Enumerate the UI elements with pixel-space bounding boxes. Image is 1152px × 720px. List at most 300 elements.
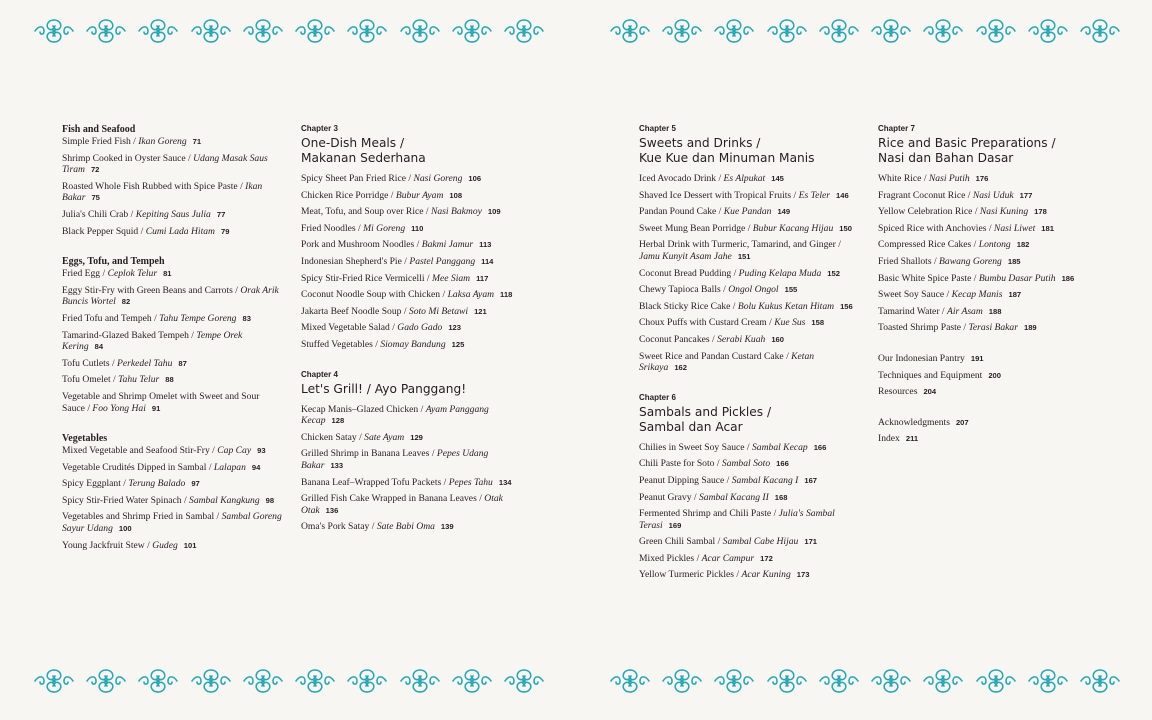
toc-entry[interactable]: [301, 306, 526, 318]
toc-entry[interactable]: [639, 334, 864, 346]
floral-scroll-ornament-icon: [869, 17, 913, 50]
recipe-indonesian-name: Otak Otak: [301, 493, 503, 516]
chapter-gap: [639, 379, 864, 393]
recipe-indonesian-name: Ongol Ongol: [728, 284, 779, 296]
page-number: 72: [90, 165, 100, 175]
recipe-indonesian-name: Bawang Goreng: [939, 255, 1002, 267]
toc-entry[interactable]: [301, 339, 526, 351]
toc-entry[interactable]: [62, 268, 282, 280]
toc-entry[interactable]: [62, 136, 282, 148]
toc-entry[interactable]: [639, 351, 864, 374]
toc-entry[interactable]: [301, 173, 526, 185]
name-separator: /: [429, 448, 437, 460]
name-separator: /: [972, 206, 980, 218]
page-number: 181: [1041, 223, 1054, 233]
toc-entry[interactable]: [639, 553, 864, 565]
recipe-english-name: Yellow Turmeric Pickles: [639, 569, 734, 581]
floral-scroll-ornament-icon: [712, 17, 756, 50]
name-separator: /: [372, 338, 381, 350]
toc-entry[interactable]: [639, 223, 864, 235]
toc-entry[interactable]: [878, 190, 1108, 202]
recipe-english-name: Coconut Noodle Soup with Chicken: [301, 289, 441, 301]
recipe-english-name: Tofu Cutlets: [62, 357, 110, 369]
toc-entry[interactable]: [62, 511, 282, 534]
toc-entry[interactable]: [301, 190, 526, 202]
name-separator: /: [791, 189, 799, 201]
floral-scroll-ornament-icon: [712, 667, 756, 700]
name-separator: /: [414, 239, 422, 251]
page-number: 168: [774, 492, 788, 502]
name-separator: /: [405, 173, 414, 184]
toc-entry[interactable]: [62, 358, 282, 370]
name-separator: /: [401, 255, 410, 267]
recipe-indonesian-name: Terasi Bakar: [968, 322, 1018, 334]
back-matter-label: Techniques and Equipment: [878, 369, 983, 381]
recipe-english-name: Tamarind Water: [878, 305, 940, 317]
chapter-number: Chapter 4: [301, 369, 338, 379]
recipe-english-name: Banana Leaf–Wrapped Tofu Packets: [301, 476, 442, 488]
page-number: 83: [242, 313, 251, 323]
recipe-english-name: Vegetable Crudités Dipped in Sambal: [62, 461, 207, 473]
name-separator: /: [731, 267, 739, 279]
name-separator: /: [84, 402, 93, 414]
chapter-gap: [301, 356, 526, 370]
toc-entry[interactable]: [301, 493, 526, 516]
recipe-english-name: Chili Paste for Soto: [639, 458, 715, 470]
section-gap: [62, 242, 282, 256]
floral-scroll-ornament-icon: [921, 17, 965, 50]
recipe-english-name: Black Sticky Rice Cake: [639, 300, 731, 312]
floral-scroll-ornament-icon: [817, 17, 861, 50]
name-separator: /: [369, 521, 377, 533]
toc-entry[interactable]: [639, 239, 864, 262]
toc-entry[interactable]: [639, 317, 864, 329]
page-number: 129: [410, 432, 423, 442]
toc-entry[interactable]: [639, 475, 864, 487]
recipe-indonesian-name: Siomay Bandung: [380, 338, 446, 350]
toc-entry[interactable]: [301, 273, 526, 285]
name-separator: /: [388, 189, 396, 201]
recipe-indonesian-name: Air Asam: [946, 305, 983, 317]
recipe-english-name: Chicken Rice Porridge: [301, 189, 389, 201]
recipe-indonesian-name: Sambal Cabe Hijau: [722, 536, 799, 548]
page-number: 185: [1007, 256, 1021, 266]
recipe-english-name: Basic White Spice Paste: [878, 272, 972, 284]
recipe-indonesian-name: Mi Goreng: [363, 222, 406, 234]
recipe-indonesian-name: Nasi Kuning: [979, 206, 1029, 218]
back-matter-label: Resources: [878, 386, 918, 398]
name-separator: /: [110, 374, 119, 386]
recipe-english-name: Vegetables and Shrimp Fried in Sambal: [62, 511, 215, 523]
recipe-indonesian-name: Sambal Kacang II: [698, 491, 769, 503]
toc-entry[interactable]: [301, 477, 526, 489]
recipe-indonesian-name: Pepes Tahu: [448, 476, 493, 488]
page-number: 169: [668, 520, 682, 530]
floral-scroll-ornament-icon: [869, 667, 913, 700]
name-separator: /: [716, 206, 724, 218]
name-separator: /: [730, 300, 738, 312]
toc-entry[interactable]: [639, 301, 864, 313]
recipe-english-name: Peanut Gravy: [639, 491, 692, 503]
recipe-english-name: Yellow Celebration Rice: [878, 206, 973, 218]
toc-column-2: [301, 124, 526, 538]
toc-entry[interactable]: [878, 239, 1108, 251]
page-number: 152: [827, 268, 840, 278]
floral-scroll-ornament-icon: [765, 667, 809, 700]
toc-entry[interactable]: [62, 495, 282, 507]
page-number: 81: [163, 269, 172, 279]
page-number: 123: [448, 323, 461, 333]
back-matter-entry[interactable]: [878, 370, 1108, 382]
floral-scroll-ornament-icon: [974, 667, 1018, 700]
toc-entry[interactable]: [62, 226, 282, 238]
back-matter-entry[interactable]: [878, 386, 1108, 398]
toc-entry[interactable]: [62, 445, 282, 457]
recipe-english-name: Choux Puffs with Custard Cream: [639, 317, 767, 329]
name-separator: /: [771, 508, 779, 520]
toc-entry[interactable]: [878, 173, 1108, 185]
name-separator: /: [783, 350, 792, 362]
chapter-title-line: Let's Grill! / Ayo Panggang!: [301, 381, 467, 396]
page-number: 118: [500, 290, 513, 300]
toc-entry[interactable]: [878, 306, 1108, 318]
page-number: 188: [988, 306, 1002, 316]
toc-entry[interactable]: [878, 322, 1108, 334]
recipe-indonesian-name: Es Teler: [798, 189, 830, 201]
toc-entry[interactable]: [301, 256, 526, 268]
recipe-indonesian-name: Kepiting Saus Julia: [135, 208, 211, 220]
page-number: 77: [216, 209, 226, 219]
recipe-english-name: Julia's Chili Crab: [62, 208, 129, 220]
recipe-english-name: Sweet Mung Bean Porridge: [639, 222, 746, 234]
toc-entry[interactable]: [639, 190, 864, 202]
toc-entry[interactable]: [62, 313, 282, 325]
name-separator: /: [965, 189, 973, 201]
name-separator: /: [971, 272, 979, 284]
recipe-indonesian-name: Nasi Goreng: [413, 173, 463, 184]
name-separator: /: [986, 222, 994, 234]
floral-scroll-ornament-icon: [1026, 17, 1070, 50]
recipe-english-name: Chewy Tapioca Balls: [639, 284, 721, 296]
toc-entry[interactable]: [639, 492, 864, 504]
recipe-english-name: Fermented Shrimp and Chili Paste: [639, 508, 772, 520]
toc-entry[interactable]: [62, 391, 282, 414]
page-number: 110: [411, 223, 424, 233]
recipe-indonesian-name: Sate Babi Oma: [376, 521, 435, 533]
page-number: 108: [449, 190, 463, 200]
toc-entry[interactable]: [639, 442, 864, 454]
back-matter-label: Our Indonesian Pantry: [878, 352, 965, 364]
recipe-english-name: Fried Shallots: [878, 255, 932, 267]
page-number: 121: [474, 306, 487, 316]
recipe-indonesian-name: Pastel Panggang: [409, 255, 476, 267]
category-heading: Eggs, Tofu, and Tempeh: [62, 256, 165, 268]
page-number: 158: [811, 318, 825, 328]
chapter-number: Chapter 6: [639, 392, 676, 402]
recipe-english-name: Pandan Pound Cake: [639, 206, 717, 218]
recipe-indonesian-name: Sambal Goreng Sayur Udang: [62, 511, 282, 535]
name-separator: /: [715, 536, 723, 548]
recipe-indonesian-name: Nasi Liwet: [993, 222, 1036, 234]
toc-entry[interactable]: [878, 206, 1108, 218]
recipe-english-name: Spiced Rice with Anchovies: [878, 222, 987, 234]
chapter-number: Chapter 7: [878, 124, 915, 133]
toc-entry[interactable]: [301, 239, 526, 251]
recipe-english-name: Tamarind-Glazed Baked Tempeh: [62, 329, 189, 341]
page-number: 136: [325, 505, 339, 515]
page-number: 171: [804, 537, 818, 547]
floral-scroll-ornament-icon: [398, 17, 442, 50]
name-separator: /: [418, 403, 426, 415]
recipe-indonesian-name: Tempe Orek Kering: [62, 329, 243, 353]
name-separator: /: [232, 284, 241, 296]
page-number: 186: [1061, 273, 1075, 283]
page-number: 84: [94, 342, 104, 352]
floral-scroll-ornament-icon: [450, 17, 494, 50]
name-separator: /: [355, 222, 364, 234]
recipe-english-name: Spicy Eggplant: [62, 478, 121, 490]
recipe-english-name: Oma's Pork Satay: [301, 521, 370, 533]
floral-scroll-ornament-icon: [293, 17, 337, 50]
chapter-title-line: Sweets and Drinks /: [639, 136, 761, 150]
name-separator: /: [144, 539, 153, 551]
page-number: 173: [796, 570, 810, 580]
recipe-indonesian-name: Bolu Kukus Ketan Hitam: [737, 300, 835, 312]
recipe-indonesian-name: Pepes Udang Bakar: [301, 448, 489, 471]
recipe-indonesian-name: Udang Masak Saus Tiram: [62, 152, 268, 176]
page-number: 211: [905, 434, 919, 444]
chapter-title: [639, 405, 864, 435]
page-number: 162: [674, 363, 687, 373]
page-number: 149: [777, 207, 791, 217]
toc-entry[interactable]: [62, 285, 282, 308]
page-number: 79: [221, 226, 230, 236]
recipe-english-name: Black Pepper Squid: [62, 225, 139, 237]
recipe-indonesian-name: Ketan Srikaya: [639, 350, 815, 374]
recipe-english-name: Pork and Mushroom Noodles: [301, 239, 415, 251]
recipe-indonesian-name: Bakmi Jamur: [421, 239, 474, 251]
recipe-indonesian-name: Tahu Telur: [118, 374, 160, 386]
floral-scroll-ornament-icon: [660, 17, 704, 50]
recipe-indonesian-name: Lalapan: [213, 461, 246, 473]
floral-scroll-ornament-icon: [921, 667, 965, 700]
category-heading: Vegetables: [62, 433, 108, 445]
floral-scroll-ornament-icon: [189, 17, 233, 50]
name-separator: /: [694, 552, 702, 564]
floral-scroll-ornament-icon: [189, 667, 233, 700]
recipe-english-name: Coconut Pancakes: [639, 333, 710, 345]
page-number: 113: [479, 240, 492, 250]
floral-scroll-ornament-icon: [241, 17, 285, 50]
floral-scroll-ornament-icon: [974, 17, 1018, 50]
floral-scroll-ornament-icon: [608, 17, 652, 50]
floral-scroll-ornament-icon: [765, 17, 809, 50]
name-separator: /: [720, 284, 729, 296]
page-number: 155: [784, 285, 798, 295]
recipe-english-name: Fried Tofu and Tempeh: [62, 312, 152, 324]
name-separator: /: [931, 255, 940, 267]
recipe-indonesian-name: Acar Kuning: [741, 569, 791, 581]
toc-entry[interactable]: [639, 458, 864, 470]
page-number: 200: [988, 370, 1001, 380]
recipe-english-name: Grilled Fish Cake Wrapped in Banana Leaves: [301, 493, 477, 505]
toc-entry[interactable]: [301, 289, 526, 301]
toc-entry[interactable]: [301, 521, 526, 533]
recipe-english-name: Grilled Shrimp in Banana Leaves: [301, 448, 430, 460]
chapter-title-line: One-Dish Meals /: [301, 136, 405, 150]
bottom-left-ornament-border: [32, 668, 546, 698]
name-separator: /: [939, 305, 947, 317]
toc-entry[interactable]: [639, 508, 864, 531]
recipe-indonesian-name: Orak Arik Buncis Wortel: [62, 284, 279, 308]
name-separator: /: [128, 208, 136, 220]
recipe-indonesian-name: Ceplok Telur: [107, 268, 158, 280]
recipe-english-name: Mixed Vegetable and Seafood Stir-Fry: [62, 445, 210, 457]
toc-entry[interactable]: [639, 206, 864, 218]
recipe-indonesian-name: Nasi Bakmoy: [430, 206, 482, 218]
recipe-indonesian-name: Sambal Kangkung: [189, 494, 260, 506]
name-separator: /: [130, 136, 139, 147]
page-number: 166: [776, 459, 789, 469]
recipe-english-name: Shaved Ice Dessert with Tropical Fruits: [639, 189, 792, 201]
toc-entry[interactable]: [62, 374, 282, 386]
recipe-english-name: Kecap Manis–Glazed Chicken: [301, 403, 419, 415]
page-number: 117: [476, 273, 489, 283]
chapter-title-line: Sambals and Pickles /: [639, 404, 772, 419]
floral-scroll-ornament-icon: [608, 667, 652, 700]
recipe-indonesian-name: Julia's Sambal Terasi: [639, 508, 835, 531]
toc-entry[interactable]: [639, 569, 864, 581]
recipe-english-name: Jakarta Beef Noodle Soup: [301, 305, 402, 317]
recipe-indonesian-name: Ikan Bakar: [62, 180, 263, 204]
name-separator: /: [100, 268, 108, 280]
name-separator: /: [356, 431, 365, 443]
recipe-indonesian-name: Serabi Kuah: [717, 333, 766, 345]
floral-scroll-ornament-icon: [1078, 17, 1122, 50]
back-matter-entry[interactable]: [878, 417, 1108, 429]
recipe-indonesian-name: Cumi Lada Hitam: [145, 225, 215, 237]
toc-entry[interactable]: [639, 284, 864, 296]
floral-scroll-ornament-icon: [32, 667, 76, 700]
recipe-english-name: Green Chili Sambal: [639, 536, 716, 548]
recipe-indonesian-name: Sambal Soto: [721, 458, 771, 470]
page-number: 156: [840, 301, 853, 311]
toc-entry[interactable]: [62, 462, 282, 474]
back-matter-entry[interactable]: [878, 353, 1108, 365]
name-separator: /: [440, 289, 448, 301]
floral-scroll-ornament-icon: [345, 667, 389, 700]
section-gap: [62, 419, 282, 433]
toc-entry[interactable]: [301, 448, 526, 471]
page-number: 204: [923, 387, 937, 397]
page-number: 187: [1008, 290, 1022, 300]
floral-scroll-ornament-icon: [817, 667, 861, 700]
chapter-title: [301, 382, 526, 397]
recipe-english-name: Fragrant Coconut Rice: [878, 189, 966, 201]
recipe-english-name: White Rice: [878, 173, 922, 184]
toc-entry[interactable]: [62, 540, 282, 552]
back-matter-entry[interactable]: [878, 433, 1108, 445]
name-separator: /: [709, 333, 718, 345]
page-number: 133: [330, 460, 344, 470]
floral-scroll-ornament-icon: [502, 667, 546, 700]
toc-entry[interactable]: [62, 209, 282, 221]
page-number: 100: [118, 524, 132, 534]
name-separator: /: [120, 478, 129, 490]
toc-entry[interactable]: [878, 273, 1108, 285]
recipe-indonesian-name: Foo Yong Hai: [92, 402, 146, 414]
name-separator: /: [744, 441, 752, 453]
page-number: 71: [192, 137, 202, 146]
recipe-indonesian-name: Acar Campur: [701, 552, 755, 564]
toc-entry[interactable]: [878, 256, 1108, 268]
recipe-english-name: Herbal Drink with Turmeric, Tamarind, and Ginger: [639, 239, 836, 251]
page-number: 134: [498, 477, 512, 487]
toc-entry[interactable]: [301, 322, 526, 334]
toc-entry[interactable]: [301, 206, 526, 218]
category-heading: Fish and Seafood: [62, 124, 136, 135]
chapter-title-line: Rice and Basic Preparations /: [878, 136, 1056, 150]
toc-entry[interactable]: [301, 223, 526, 235]
back-matter-label: Acknowledgments: [878, 416, 950, 428]
recipe-english-name: Toasted Shrimp Paste: [878, 322, 961, 334]
page-number: 151: [737, 251, 751, 261]
toc-entry[interactable]: [62, 153, 282, 176]
name-separator: /: [441, 476, 449, 488]
recipe-english-name: Eggy Stir-Fry with Green Beans and Carrots: [62, 284, 233, 296]
toc-entry[interactable]: [639, 536, 864, 548]
toc-entry[interactable]: [639, 268, 864, 280]
floral-scroll-ornament-icon: [136, 667, 180, 700]
page-number: 182: [1016, 240, 1030, 250]
toc-entry[interactable]: [301, 404, 526, 427]
toc-column-3: [639, 124, 864, 586]
recipe-indonesian-name: Cap Cay: [217, 445, 252, 457]
toc-entry[interactable]: [639, 173, 864, 185]
toc-entry[interactable]: [62, 181, 282, 204]
toc-entry[interactable]: [878, 223, 1108, 235]
recipe-english-name: Shrimp Cooked in Oyster Sauce: [62, 152, 186, 164]
recipe-english-name: Iced Avocado Drink: [639, 173, 717, 184]
page-number: 109: [487, 207, 501, 217]
page-number: 82: [121, 297, 131, 307]
page-number: 146: [836, 190, 849, 200]
floral-scroll-ornament-icon: [84, 17, 128, 50]
page-number: 88: [165, 375, 174, 385]
page-number: 91: [151, 403, 161, 413]
name-separator: /: [971, 239, 979, 251]
page-number: 189: [1023, 323, 1037, 333]
recipe-indonesian-name: Bumbu Dasar Putih: [978, 272, 1056, 284]
recipe-english-name: Compressed Rice Cakes: [878, 239, 972, 251]
toc-entry[interactable]: [62, 478, 282, 490]
floral-scroll-ornament-icon: [32, 17, 76, 50]
recipe-indonesian-name: Soto Mi Betawi: [408, 305, 469, 317]
recipe-indonesian-name: Laksa Ayam: [447, 289, 495, 301]
recipe-indonesian-name: Sambal Kecap: [752, 441, 808, 453]
recipe-indonesian-name: Ikan Goreng: [138, 136, 187, 147]
recipe-english-name: Chilies in Sweet Soy Sauce: [639, 441, 745, 453]
recipe-indonesian-name: Terung Balado: [128, 478, 186, 490]
page-number: 178: [1034, 207, 1047, 217]
name-separator: /: [389, 322, 398, 334]
toc-entry[interactable]: [62, 330, 282, 353]
toc-entry[interactable]: [301, 432, 526, 444]
toc-entry[interactable]: [878, 289, 1108, 301]
recipe-indonesian-name: Jamu Kunyit Asam Jahe: [639, 250, 732, 262]
recipe-indonesian-name: Nasi Uduk: [972, 189, 1014, 201]
recipe-english-name: Peanut Dipping Sauce: [639, 474, 725, 486]
